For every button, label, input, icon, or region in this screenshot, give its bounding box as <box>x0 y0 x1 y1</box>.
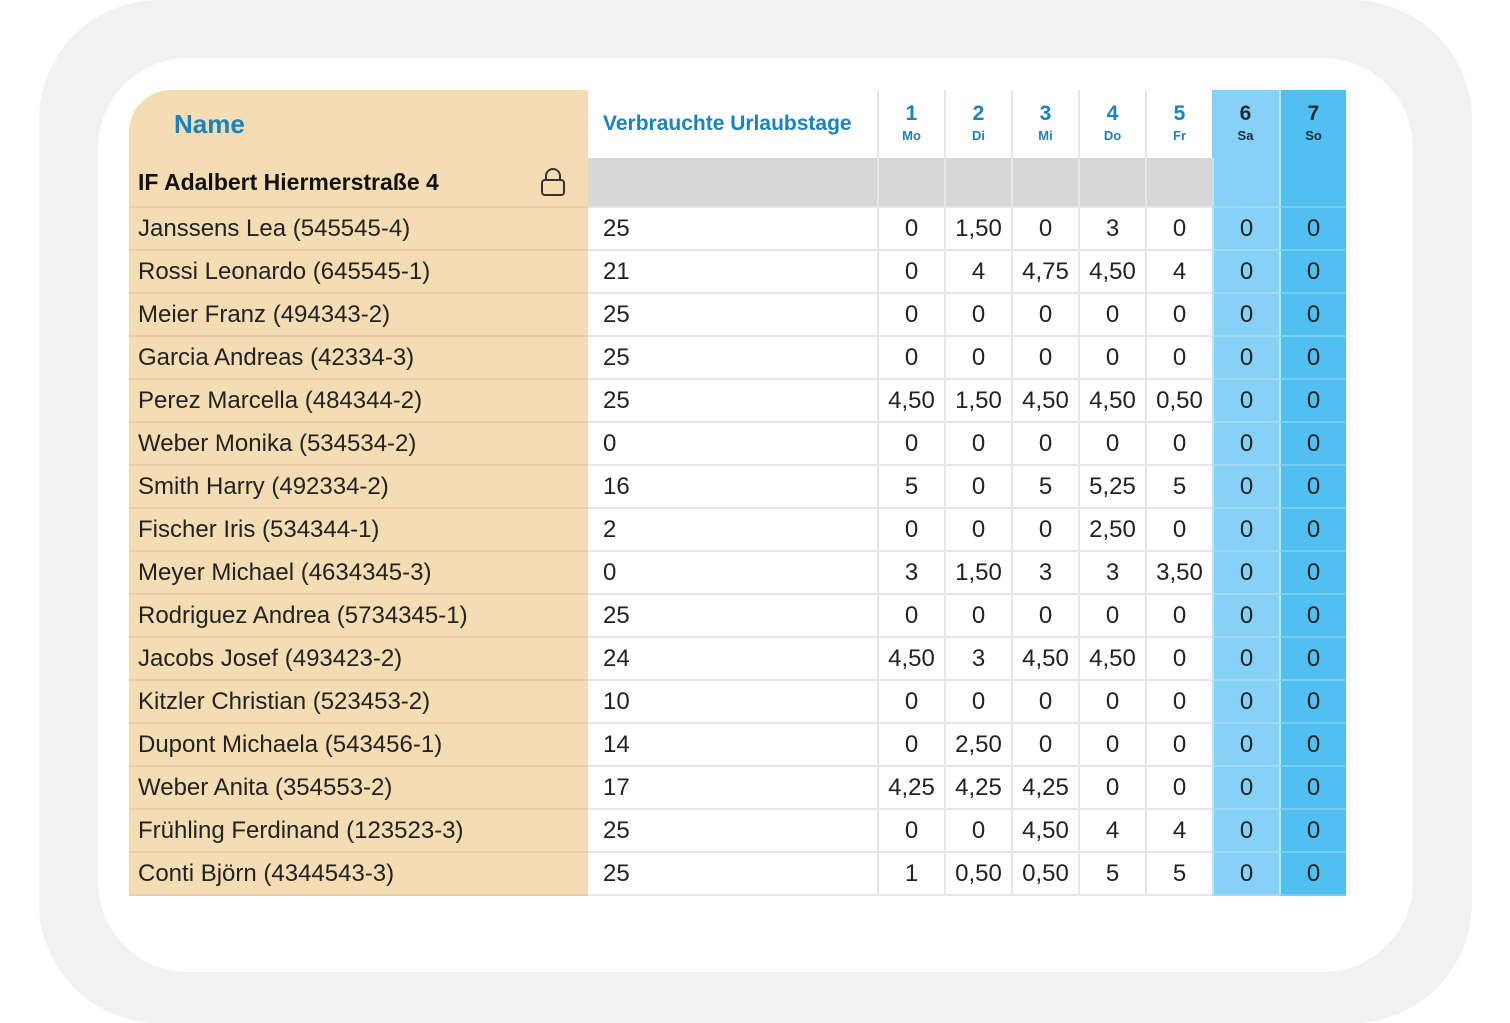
day-value[interactable]: 0 <box>1212 466 1279 509</box>
day-value[interactable]: 4,25 <box>944 767 1011 810</box>
day-name: So <box>1305 128 1322 143</box>
day-name: Mo <box>902 128 921 143</box>
day-value[interactable]: 0 <box>877 423 944 466</box>
day-value[interactable]: 0 <box>877 294 944 337</box>
day-value[interactable]: 5 <box>1011 466 1078 509</box>
day-value[interactable]: 0 <box>1078 724 1145 767</box>
day-number: 4 <box>1106 102 1119 125</box>
day-value[interactable]: 0 <box>1011 337 1078 380</box>
header-day-3[interactable] <box>1011 90 1078 158</box>
day-number: 1 <box>905 102 918 125</box>
day-value[interactable]: 0 <box>1078 595 1145 638</box>
day-value[interactable]: 4 <box>1145 810 1212 853</box>
group-row-day <box>1145 158 1212 208</box>
day-name: Mi <box>1038 128 1053 143</box>
day-value[interactable]: 1,50 <box>944 380 1011 423</box>
day-value[interactable]: 4 <box>1145 251 1212 294</box>
day-value[interactable]: 2,50 <box>944 724 1011 767</box>
day-value[interactable]: 0 <box>1145 509 1212 552</box>
day-value[interactable]: 0 <box>877 208 944 251</box>
day-value[interactable]: 0 <box>1279 208 1346 251</box>
day-value[interactable]: 0 <box>1145 724 1212 767</box>
day-number: 5 <box>1173 102 1186 125</box>
day-value[interactable]: 1,50 <box>944 552 1011 595</box>
urlaub-value[interactable]: 25 <box>588 810 877 853</box>
day-name: Sa <box>1237 128 1254 143</box>
day-value[interactable]: 0 <box>944 423 1011 466</box>
day-value[interactable]: 0 <box>1279 552 1346 595</box>
header-day-7[interactable] <box>1279 90 1346 158</box>
day-value[interactable]: 0,50 <box>1011 853 1078 896</box>
day-value[interactable]: 4,50 <box>1078 251 1145 294</box>
day-value[interactable]: 0 <box>1279 595 1346 638</box>
employee-name[interactable]: Rodriguez Andrea (5734345-1) <box>129 595 588 638</box>
header-day-5[interactable] <box>1145 90 1212 158</box>
day-value[interactable]: 5,25 <box>1078 466 1145 509</box>
day-value[interactable]: 0 <box>1011 724 1078 767</box>
day-value[interactable]: 0 <box>944 466 1011 509</box>
header-day-2[interactable] <box>944 90 1011 158</box>
urlaub-value[interactable]: 21 <box>588 251 877 294</box>
day-value[interactable]: 3 <box>1011 552 1078 595</box>
day-value[interactable]: 0 <box>1078 681 1145 724</box>
day-value[interactable]: 0 <box>1279 638 1346 681</box>
vacation-table <box>129 90 1346 896</box>
group-row-urlaub <box>588 158 877 208</box>
employee-name[interactable]: Weber Monika (534534-2) <box>129 423 588 466</box>
employee-name[interactable]: Smith Harry (492334-2) <box>129 466 588 509</box>
day-name: Fr <box>1173 128 1186 143</box>
day-name: Di <box>972 128 985 143</box>
day-value[interactable]: 3,50 <box>1145 552 1212 595</box>
employee-name[interactable]: Frühling Ferdinand (123523-3) <box>129 810 588 853</box>
urlaub-value[interactable]: 16 <box>588 466 877 509</box>
day-value[interactable]: 0 <box>877 251 944 294</box>
day-value[interactable]: 0 <box>1212 337 1279 380</box>
employee-name[interactable]: Jacobs Josef (493423-2) <box>129 638 588 681</box>
day-value[interactable]: 4,75 <box>1011 251 1078 294</box>
day-value[interactable]: 0 <box>1011 595 1078 638</box>
urlaub-value[interactable]: 25 <box>588 380 877 423</box>
day-value[interactable]: 4,50 <box>1011 810 1078 853</box>
day-value[interactable]: 4 <box>1078 810 1145 853</box>
day-value[interactable]: 0 <box>1011 294 1078 337</box>
day-value[interactable]: 0 <box>1279 724 1346 767</box>
day-value[interactable]: 0 <box>1212 595 1279 638</box>
day-value[interactable]: 0 <box>944 294 1011 337</box>
day-value[interactable]: 0 <box>1212 724 1279 767</box>
day-value[interactable]: 0 <box>1212 681 1279 724</box>
day-value[interactable]: 0 <box>1212 423 1279 466</box>
day-number: 7 <box>1307 102 1320 125</box>
day-value[interactable]: 0 <box>877 724 944 767</box>
group-row-day-so <box>1279 158 1346 208</box>
day-number: 6 <box>1239 102 1252 125</box>
urlaub-value[interactable]: 25 <box>588 595 877 638</box>
day-value[interactable]: 0 <box>944 595 1011 638</box>
day-value[interactable]: 0 <box>944 681 1011 724</box>
day-value[interactable]: 0 <box>1279 509 1346 552</box>
header-urlaub[interactable] <box>588 90 877 158</box>
day-value[interactable]: 0 <box>1279 294 1346 337</box>
urlaub-value[interactable]: 0 <box>588 423 877 466</box>
day-value[interactable]: 0 <box>1011 681 1078 724</box>
day-value[interactable]: 3 <box>944 638 1011 681</box>
day-value[interactable]: 4,25 <box>1011 767 1078 810</box>
urlaub-value[interactable]: 25 <box>588 294 877 337</box>
urlaub-value[interactable]: 17 <box>588 767 877 810</box>
group-row-day <box>1078 158 1145 208</box>
day-value[interactable]: 0 <box>944 337 1011 380</box>
day-value[interactable]: 0 <box>1145 638 1212 681</box>
day-value[interactable]: 0 <box>1011 509 1078 552</box>
employee-name[interactable]: Weber Anita (354553-2) <box>129 767 588 810</box>
employee-name[interactable]: Fischer Iris (534344-1) <box>129 509 588 552</box>
urlaub-value[interactable]: 25 <box>588 337 877 380</box>
day-value[interactable]: 0 <box>944 509 1011 552</box>
header-name[interactable] <box>129 90 588 158</box>
day-value[interactable]: 2,50 <box>1078 509 1145 552</box>
header-day-1[interactable] <box>877 90 944 158</box>
day-value[interactable]: 4,50 <box>877 638 944 681</box>
day-value[interactable]: 1,50 <box>944 208 1011 251</box>
lock-icon[interactable] <box>540 167 566 197</box>
day-value[interactable]: 4,50 <box>1011 380 1078 423</box>
day-value[interactable]: 0 <box>877 681 944 724</box>
day-value[interactable]: 0 <box>1145 337 1212 380</box>
day-value[interactable]: 4,25 <box>877 767 944 810</box>
day-value[interactable]: 0 <box>1279 681 1346 724</box>
day-number: 3 <box>1039 102 1052 125</box>
day-value[interactable]: 0 <box>1145 681 1212 724</box>
day-value[interactable]: 3 <box>1078 208 1145 251</box>
urlaub-value[interactable]: 0 <box>588 552 877 595</box>
day-value[interactable]: 0 <box>1279 853 1346 896</box>
day-value[interactable]: 3 <box>877 552 944 595</box>
day-value[interactable]: 0 <box>1279 767 1346 810</box>
day-value[interactable]: 0 <box>877 509 944 552</box>
employee-name[interactable]: Kitzler Christian (523453-2) <box>129 681 588 724</box>
header-day-6[interactable] <box>1212 90 1279 158</box>
group-row-day-sa <box>1212 158 1279 208</box>
day-value[interactable]: 0 <box>1145 767 1212 810</box>
day-value[interactable]: 0 <box>1279 423 1346 466</box>
day-value[interactable]: 5 <box>1078 853 1145 896</box>
day-value[interactable]: 1 <box>877 853 944 896</box>
day-value[interactable]: 0 <box>877 595 944 638</box>
day-value[interactable]: 0 <box>1212 638 1279 681</box>
employee-name[interactable]: Janssens Lea (545545-4) <box>129 208 588 251</box>
day-value[interactable]: 0 <box>1212 208 1279 251</box>
group-row-title <box>129 158 588 208</box>
day-number: 2 <box>972 102 985 125</box>
day-value[interactable]: 0 <box>1145 208 1212 251</box>
day-value[interactable]: 0 <box>1011 208 1078 251</box>
employee-name[interactable]: Rossi Leonardo (645545-1) <box>129 251 588 294</box>
day-value[interactable]: 0 <box>1078 423 1145 466</box>
day-value[interactable]: 0,50 <box>944 853 1011 896</box>
day-value[interactable]: 0 <box>1145 423 1212 466</box>
day-value[interactable]: 0 <box>1011 423 1078 466</box>
day-value[interactable]: 0 <box>1145 595 1212 638</box>
header-urlaub-label: Verbrauchte Urlaubstage <box>603 112 852 135</box>
group-row-day <box>944 158 1011 208</box>
urlaub-value[interactable]: 25 <box>588 208 877 251</box>
employee-name[interactable]: Meyer Michael (4634345-3) <box>129 552 588 595</box>
urlaub-value[interactable]: 2 <box>588 509 877 552</box>
urlaub-value[interactable]: 10 <box>588 681 877 724</box>
day-value[interactable]: 4,50 <box>1078 638 1145 681</box>
employee-name[interactable]: Meier Franz (494343-2) <box>129 294 588 337</box>
urlaub-value[interactable]: 24 <box>588 638 877 681</box>
urlaub-value[interactable]: 25 <box>588 853 877 896</box>
day-value[interactable]: 4,50 <box>1078 380 1145 423</box>
day-value[interactable]: 0 <box>1212 853 1279 896</box>
day-value[interactable]: 0 <box>1145 294 1212 337</box>
day-value[interactable]: 0 <box>1212 552 1279 595</box>
day-value[interactable]: 3 <box>1078 552 1145 595</box>
day-value[interactable]: 0 <box>877 337 944 380</box>
group-row-day <box>1011 158 1078 208</box>
day-value[interactable]: 0 <box>1212 294 1279 337</box>
day-value[interactable]: 0 <box>1212 509 1279 552</box>
day-value[interactable]: 0 <box>1078 767 1145 810</box>
day-value[interactable]: 0 <box>944 810 1011 853</box>
day-value[interactable]: 0 <box>1279 251 1346 294</box>
day-value[interactable]: 5 <box>1145 466 1212 509</box>
employee-name[interactable]: Garcia Andreas (42334-3) <box>129 337 588 380</box>
day-value[interactable]: 4 <box>944 251 1011 294</box>
day-value[interactable]: 0 <box>877 810 944 853</box>
header-day-4[interactable] <box>1078 90 1145 158</box>
group-title: IF Adalbert Hiermerstraße 4 <box>138 168 439 195</box>
day-value[interactable]: 0 <box>1279 380 1346 423</box>
day-value[interactable]: 0 <box>1279 337 1346 380</box>
employee-name[interactable]: Conti Björn (4344543-3) <box>129 853 588 896</box>
urlaub-value[interactable]: 14 <box>588 724 877 767</box>
day-value[interactable]: 0 <box>1078 337 1145 380</box>
day-value[interactable]: 0 <box>1212 810 1279 853</box>
day-value[interactable]: 0 <box>1212 251 1279 294</box>
group-row-day <box>877 158 944 208</box>
day-value[interactable]: 0 <box>1212 380 1279 423</box>
header-name-label: Name <box>174 108 245 139</box>
day-value[interactable]: 5 <box>877 466 944 509</box>
day-value[interactable]: 0 <box>1078 294 1145 337</box>
day-value[interactable]: 0,50 <box>1145 380 1212 423</box>
employee-name[interactable]: Dupont Michaela (543456-1) <box>129 724 588 767</box>
day-value[interactable]: 5 <box>1145 853 1212 896</box>
day-value[interactable]: 0 <box>1279 466 1346 509</box>
day-value[interactable]: 4,50 <box>877 380 944 423</box>
day-value[interactable]: 0 <box>1212 767 1279 810</box>
employee-name[interactable]: Perez Marcella (484344-2) <box>129 380 588 423</box>
day-name: Do <box>1103 128 1122 143</box>
day-value[interactable]: 4,50 <box>1011 638 1078 681</box>
day-value[interactable]: 0 <box>1279 810 1346 853</box>
